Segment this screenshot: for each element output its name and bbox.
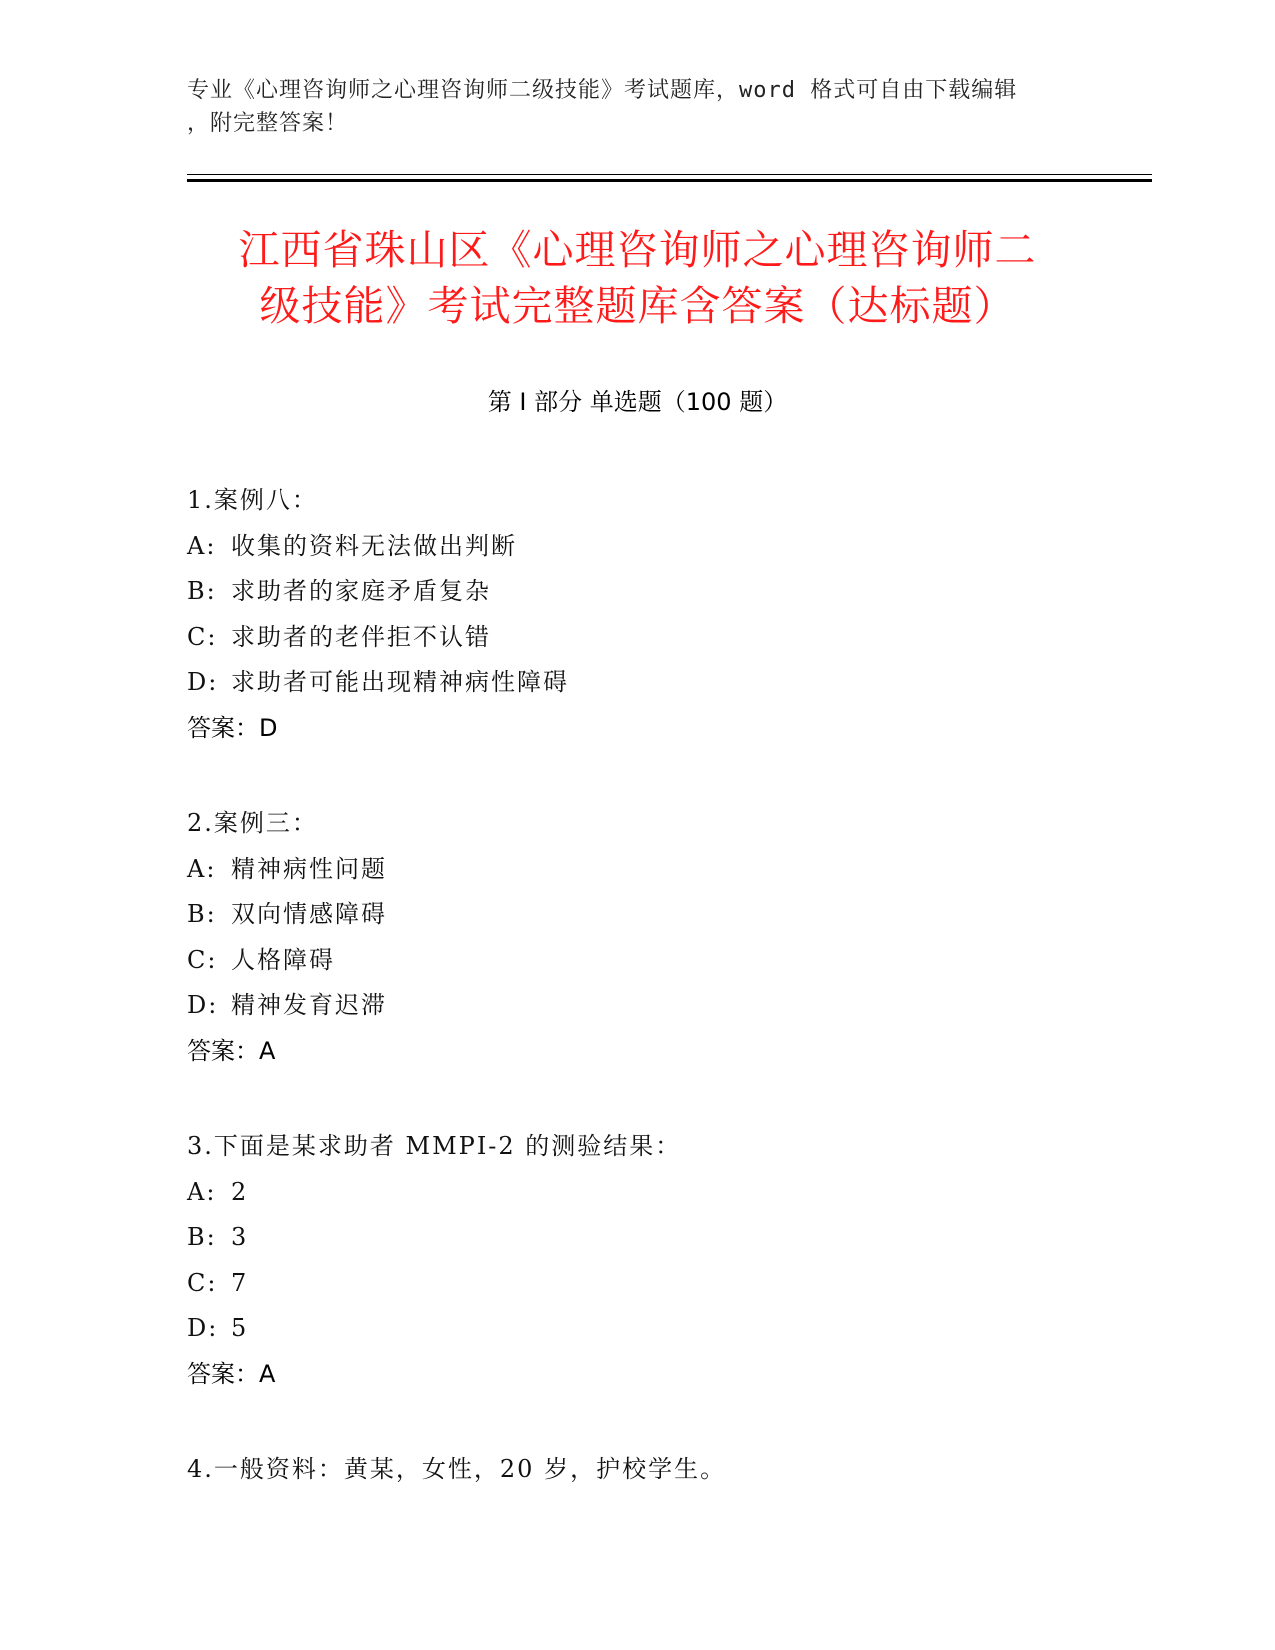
- option-text: 5: [231, 1314, 249, 1342]
- option-text: 7: [231, 1268, 249, 1297]
- question-3: [187, 1124, 1147, 1397]
- question-stem: 3.下面是某求助者 MMPI-2 的测验结果：: [187, 1132, 682, 1160]
- question-stem: 2.案例三：: [187, 809, 318, 837]
- option-letter: B:: [187, 1223, 217, 1251]
- header-divider-thick: [187, 179, 1152, 182]
- header-note: [187, 74, 1067, 140]
- option-letter: C:: [187, 1268, 218, 1297]
- option-letter: B:: [187, 900, 217, 928]
- header-note-line-2: ，附完整答案！: [187, 111, 349, 136]
- question-stem: 4.一般资料：黄某，女性，20 岁，护校学生。: [187, 1455, 727, 1483]
- option-letter: D:: [187, 668, 219, 696]
- option-b: [187, 892, 1147, 938]
- option-letter: C:: [187, 945, 218, 974]
- question-stem: 1.案例八：: [187, 486, 318, 514]
- option-letter: B:: [187, 577, 217, 605]
- option-letter: A:: [187, 1177, 217, 1206]
- option-a: [187, 524, 1147, 570]
- question-list: [187, 478, 1147, 1543]
- header-note-line-1: 专业《心理咨询师之心理咨询师二级技能》考试题库，word 格式可自由下载编辑: [187, 78, 1018, 103]
- option-letter: A:: [187, 854, 217, 883]
- option-d: [187, 983, 1147, 1029]
- answer-line: 答案：D: [187, 713, 278, 742]
- answer-line: 答案：A: [187, 1036, 276, 1065]
- section-heading: 第 I 部分 单选题（100 题）: [487, 388, 788, 416]
- option-text: 求助者可能出现精神病性障碍: [231, 668, 569, 696]
- option-text: 3: [231, 1223, 249, 1251]
- answer-line: 答案：A: [187, 1359, 276, 1388]
- document-title-line-1: 江西省珠山区《心理咨询师之心理咨询师二: [238, 226, 1037, 274]
- header-divider-thin: [187, 174, 1152, 175]
- option-a: [187, 847, 1147, 893]
- option-letter: C:: [187, 622, 218, 651]
- option-text: 精神发育迟滞: [231, 991, 387, 1019]
- option-text: 收集的资料无法做出判断: [231, 531, 517, 560]
- option-c: [187, 615, 1147, 661]
- option-c: [187, 1261, 1147, 1307]
- question-4: [187, 1447, 1147, 1493]
- document-title: [170, 222, 1105, 334]
- option-b: [187, 1215, 1147, 1261]
- option-c: [187, 938, 1147, 984]
- option-letter: D:: [187, 1314, 219, 1342]
- option-text: 求助者的老伴拒不认错: [231, 622, 491, 651]
- option-text: 人格障碍: [231, 945, 335, 974]
- option-letter: A:: [187, 531, 217, 560]
- option-letter: D:: [187, 991, 219, 1019]
- option-d: [187, 660, 1147, 706]
- question-1: [187, 478, 1147, 751]
- option-b: [187, 569, 1147, 615]
- option-text: 精神病性问题: [231, 854, 387, 883]
- option-text: 2: [231, 1177, 249, 1206]
- option-text: 求助者的家庭矛盾复杂: [231, 577, 491, 605]
- document-title-line-2: 级技能》考试完整题库含答案（达标题）: [259, 282, 1016, 330]
- option-a: [187, 1170, 1147, 1216]
- option-d: [187, 1306, 1147, 1352]
- option-text: 双向情感障碍: [231, 900, 387, 928]
- question-2: [187, 801, 1147, 1074]
